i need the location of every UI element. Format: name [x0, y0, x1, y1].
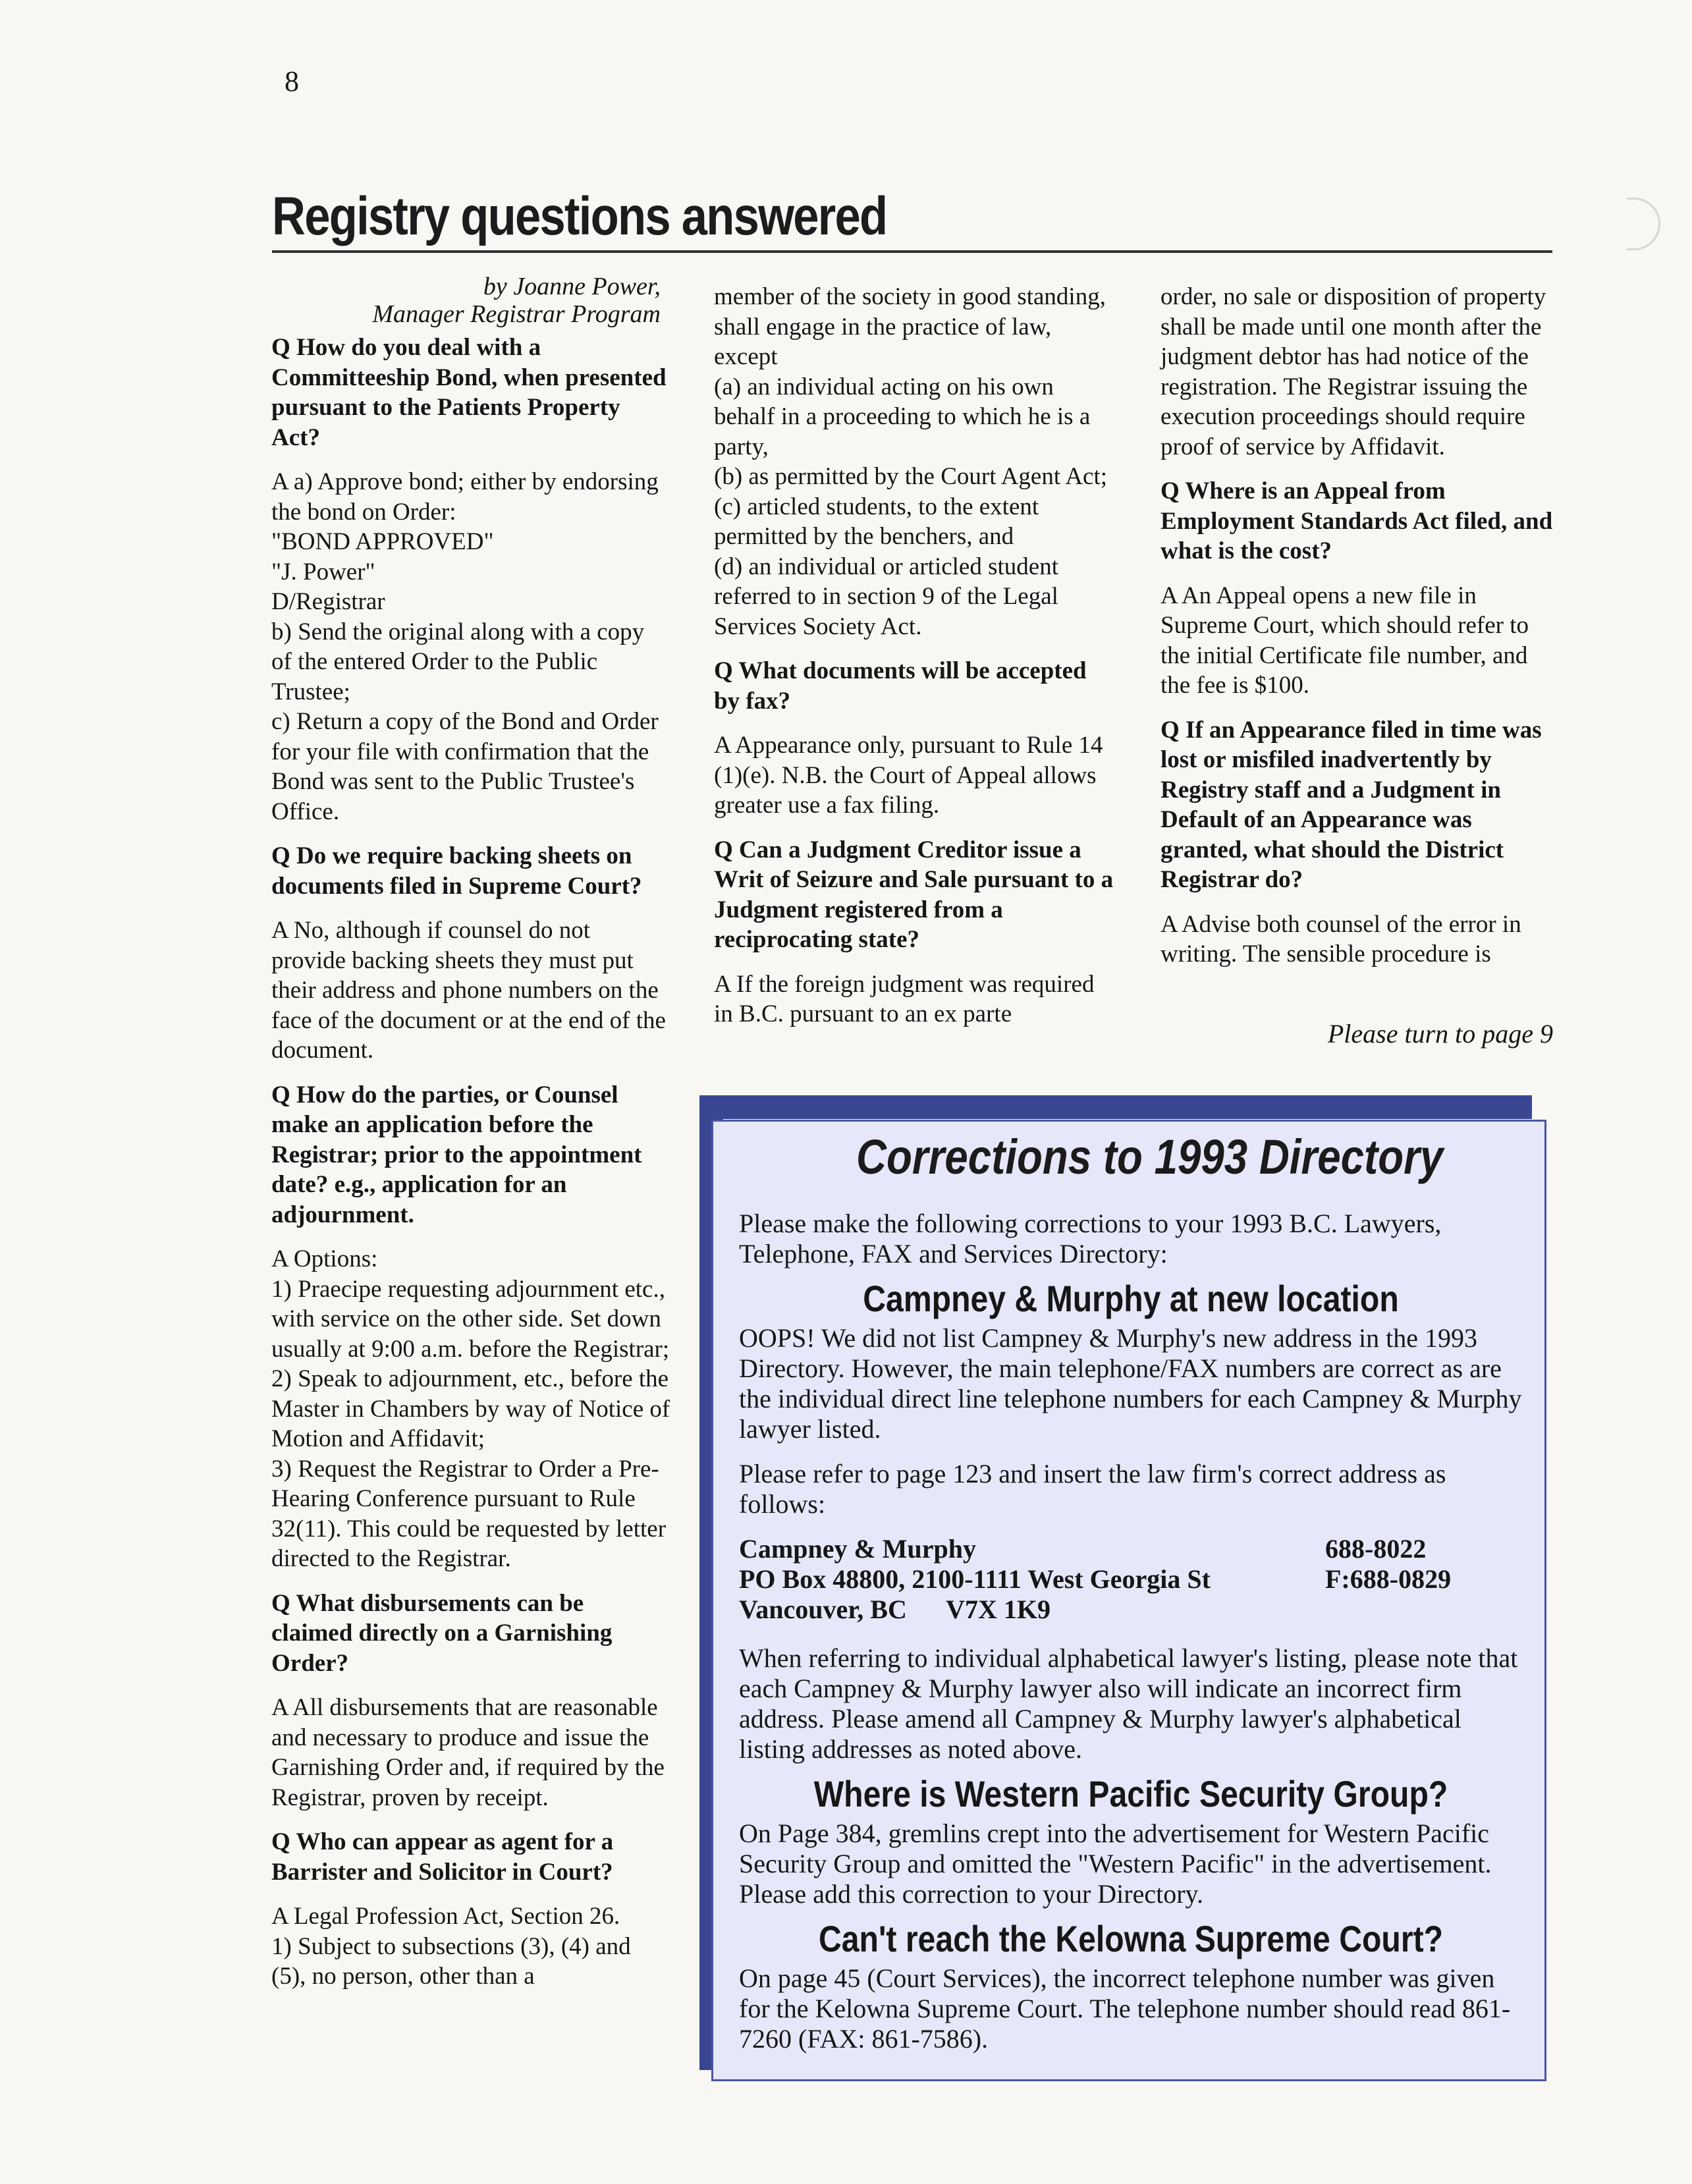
answer: A Advise both counsel of the error in writing. The sensible procedure is: [1160, 910, 1521, 968]
section-kelowna-paragraph: On page 45 (Court Services), the incorrect telephone number was given for the Kelowna Supreme Court. The telephone number should read 861-7260 (FAX: 861-7586).: [739, 1963, 1511, 2054]
firm-name: Campney & Murphy: [739, 1534, 977, 1564]
address-right: [1325, 1534, 1523, 1625]
corrections-body: [739, 1209, 1523, 2069]
question: Q What documents will be accepted by fax?: [714, 657, 1087, 715]
answer-block: [714, 282, 1117, 642]
answer-line: A Options:: [271, 1245, 378, 1272]
answer-line: (d) an individual or articled student referred to in section 9 of the Legal Services Society Act.: [714, 553, 1058, 640]
question: Q What disbursements can be claimed directly on a Garnishing Order?: [271, 1589, 613, 1677]
firm-city: Vancouver, BC V7X 1K9: [739, 1595, 1051, 1624]
corrections-box-shadow-top: [699, 1095, 1532, 1119]
answer-line: (a) an individual acting on his own behalf in a proceeding to which he is a party,: [714, 373, 1091, 460]
article-headline: Registry questions answered: [272, 186, 887, 246]
firm-street: PO Box 48800, 2100-1111 West Georgia St: [739, 1564, 1211, 1594]
address-left: [739, 1534, 1211, 1625]
section-title-western-pacific: Where is Western Pacific Security Group?: [813, 1773, 1448, 1815]
section-campney-paragraph-3: When referring to individual alphabetical lawyer's listing, please note that each Campney & Murphy lawyer also will indicate an incorrect firm address. Please amend all Campney & Murphy lawyer's alphabetical listing addresses as noted above.: [739, 1643, 1518, 1764]
answer-line: "BOND APPROVED": [271, 528, 494, 555]
answer-line: A Legal Profession Act, Section 26.: [271, 1903, 620, 1930]
question: Q Where is an Appeal from Employment Standards Act filed, and what is the cost?: [1160, 478, 1553, 564]
answer-block: [271, 467, 670, 827]
page-number: 8: [285, 65, 299, 97]
article-column-1: [271, 333, 670, 2006]
firm-fax: F:688-0829: [1325, 1564, 1452, 1594]
section-campney-paragraph-2: Please refer to page 123 and insert the law firm's correct address as follows:: [739, 1459, 1446, 1519]
question: Q Can a Judgment Creditor issue a Writ of Seizure and Sale pursuant to a Judgment registered from a reciprocating state?: [714, 836, 1114, 953]
section-campney-paragraph-1: OOPS! We did not list Campney & Murphy's new address in the 1993 Directory. However, the main telephone/FAX numbers are correct as are the individual direct line telephone numbers for each Campney & Murphy lawyer listed.: [739, 1323, 1522, 1444]
headline-rule: [272, 250, 1552, 253]
byline-author: by Joanne Power,: [483, 273, 661, 300]
question: Q How do the parties, or Counsel make an application before the Registrar; prior to the appointment date? e.g., application for an adjournment.: [271, 1081, 642, 1228]
answer-line: A a) Approve bond; either by endorsing the bond on Order:: [271, 468, 659, 526]
answer-line: D/Registrar: [271, 588, 385, 615]
question: Q Who can appear as agent for a Barrister and Solicitor in Court?: [271, 1828, 614, 1886]
answer-line: member of the society in good standing, shall engage in the practice of law, except: [714, 283, 1106, 370]
byline: [272, 273, 661, 328]
answer: A Appearance only, pursuant to Rule 14 (1)(e). N.B. the Court of Appeal allows greater use a fax filing.: [714, 732, 1103, 819]
answer-block: [271, 1901, 670, 1992]
answer-line: "J. Power": [271, 558, 375, 586]
continued-notice: Please turn to page 9: [1327, 1019, 1553, 1049]
byline-role: Manager Registrar Program: [372, 300, 661, 328]
answer: A If the foreign judgment was required in B.C. pursuant to an ex parte: [714, 970, 1095, 1027]
firm-phone: 688-8022: [1325, 1534, 1427, 1564]
answer: A An Appeal opens a new file in Supreme Court, which should refer to the initial Certificate file number, and the fee is $100.: [1160, 582, 1529, 699]
corrections-title: Corrections to 1993 Directory: [856, 1130, 1444, 1184]
answer: order, no sale or disposition of property shall be made until one month after the judgment debtor has had notice of the registration. The Registrar issuing the execution proceedings should require proof of service by Affidavit.: [1160, 283, 1546, 460]
question: Q How do you deal with a Committeeship Bond, when presented pursuant to the Patients Property Act?: [271, 334, 667, 451]
answer-line: 2) Speak to adjournment, etc., before the Master in Chambers by way of Notice of Motion and Affidavit;: [271, 1365, 670, 1452]
article-column-3: [1160, 282, 1553, 984]
answer-line: (b) as permitted by the Court Agent Act;: [714, 463, 1108, 490]
firm-address-block: [739, 1534, 1523, 1625]
answer: A All disbursements that are reasonable and necessary to produce and issue the Garnishing Order and, if required by the Registrar, proven by receipt.: [271, 1694, 665, 1811]
corrections-intro: Please make the following corrections to your 1993 B.C. Lawyers, Telephone, FAX and Services Directory:: [739, 1209, 1442, 1269]
page-edge-mark: [1627, 198, 1660, 250]
answer-line: b) Send the original along with a copy of the entered Order to the Public Trustee;: [271, 618, 645, 705]
question: Q Do we require backing sheets on documents filed in Supreme Court?: [271, 842, 642, 900]
answer-block: [271, 1244, 670, 1574]
answer-line: 1) Subject to subsections (3), (4) and (5), no person, other than a: [271, 1932, 631, 1990]
section-western-pacific-paragraph: On Page 384, gremlins crept into the advertisement for Western Pacific Security Group and omitted the "Western Pacific" in the advertisement. Please add this correction to your Directory.: [739, 1818, 1492, 1909]
section-title-campney: Campney & Murphy at new location: [863, 1278, 1399, 1319]
answer-line: c) Return a copy of the Bond and Order for your file with confirmation that the Bond was sent to the Public Trustee's Office.: [271, 708, 659, 825]
section-title-kelowna: Can't reach the Kelowna Supreme Court?: [818, 1918, 1444, 1959]
answer-line: 1) Praecipe requesting adjournment etc., with service on the other side. Set down usually at 9:00 a.m. before the Registrar;: [271, 1275, 670, 1363]
answer-line: (c) articled students, to the extent permitted by the benchers, and: [714, 493, 1039, 550]
answer: A No, although if counsel do not provide backing sheets they must put their address and phone numbers on the face of the document or at the end of the document.: [271, 917, 666, 1064]
answer-line: 3) Request the Registrar to Order a Pre-Hearing Conference pursuant to Rule 32(11). This could be requested by letter directed to the Registrar.: [271, 1455, 667, 1572]
question: Q If an Appearance filed in time was lost or misfiled inadvertently by Registry staff and a Judgment in Default of an Appearance was granted, what should the District Registrar do?: [1160, 716, 1542, 893]
article-column-2: [714, 282, 1117, 1044]
